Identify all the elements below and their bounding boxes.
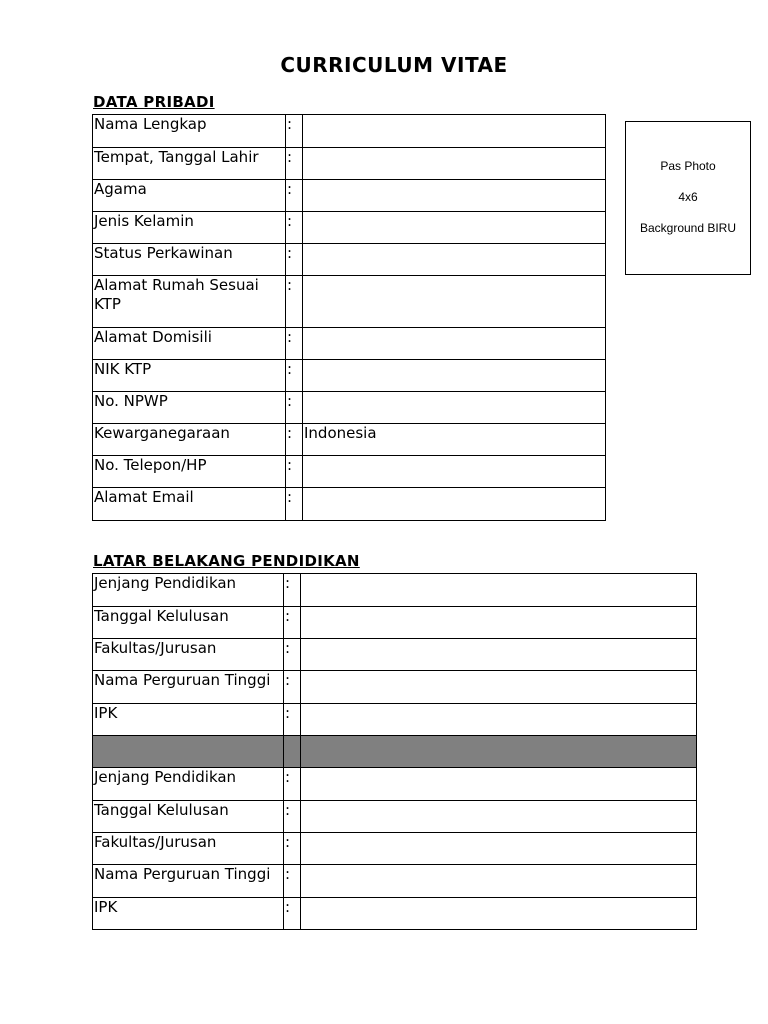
photo-caption-line: Background BIRU	[639, 221, 737, 235]
photo-placeholder	[625, 121, 751, 275]
nik-ktp-field[interactable]	[303, 360, 606, 392]
colon-separator: :	[286, 360, 303, 392]
ipk-field[interactable]	[301, 898, 697, 930]
fakultas-jurusan-field[interactable]	[301, 833, 697, 865]
table-row	[93, 865, 697, 898]
field-label: Fakultas/Jurusan	[93, 833, 284, 865]
field-label: Nama Perguruan Tinggi	[93, 671, 284, 704]
field-label: Agama	[93, 180, 286, 212]
npwp-field[interactable]	[303, 392, 606, 424]
table-row	[93, 456, 606, 488]
colon-separator: :	[284, 898, 301, 930]
table-row	[93, 574, 697, 607]
table-row	[93, 328, 606, 360]
field-label: Nama Lengkap	[93, 115, 286, 148]
table-row	[93, 898, 697, 930]
section-heading-data-pribadi: DATA PRIBADI	[93, 93, 215, 111]
field-label: Alamat Rumah Sesuai KTP	[93, 276, 286, 328]
field-label: Alamat Domisili	[93, 328, 286, 360]
table-row	[93, 424, 606, 456]
colon-separator: :	[286, 328, 303, 360]
status-perkawinan-field[interactable]	[303, 244, 606, 276]
table-row	[93, 180, 606, 212]
table-row	[93, 607, 697, 639]
colon-separator: :	[284, 639, 301, 671]
jenis-kelamin-field[interactable]	[303, 212, 606, 244]
table-row	[93, 148, 606, 180]
colon-separator: :	[286, 115, 303, 148]
table-row	[93, 488, 606, 521]
colon-separator: :	[286, 488, 303, 521]
table-row	[93, 639, 697, 671]
page-title: CURRICULUM VITAE	[280, 53, 508, 77]
colon-separator: :	[286, 276, 303, 328]
field-label: Fakultas/Jurusan	[93, 639, 284, 671]
tanggal-kelulusan-field[interactable]	[301, 607, 697, 639]
table-row	[93, 392, 606, 424]
field-label: Tanggal Kelulusan	[93, 801, 284, 833]
pendidikan-table	[92, 573, 697, 930]
colon-separator: :	[284, 865, 301, 898]
photo-caption-line: Pas Photo	[660, 159, 716, 173]
colon-separator: :	[286, 148, 303, 180]
table-row	[93, 671, 697, 704]
separator-cell	[301, 736, 697, 768]
field-label: NIK KTP	[93, 360, 286, 392]
colon-separator: :	[286, 392, 303, 424]
field-label: IPK	[93, 704, 284, 736]
colon-separator: :	[284, 574, 301, 607]
table-row	[93, 704, 697, 736]
field-label: Tanggal Kelulusan	[93, 607, 284, 639]
colon-separator: :	[284, 704, 301, 736]
table-row	[93, 801, 697, 833]
colon-separator: :	[286, 244, 303, 276]
table-row	[93, 212, 606, 244]
tempat-tanggal-lahir-field[interactable]	[303, 148, 606, 180]
colon-separator: :	[284, 833, 301, 865]
field-label: Status Perkawinan	[93, 244, 286, 276]
colon-separator: :	[286, 180, 303, 212]
perguruan-tinggi-field[interactable]	[301, 865, 697, 898]
field-label: No. NPWP	[93, 392, 286, 424]
field-label: Jenjang Pendidikan	[93, 768, 284, 801]
field-label: Jenjang Pendidikan	[93, 574, 284, 607]
separator-cell	[93, 736, 284, 768]
colon-separator: :	[284, 768, 301, 801]
tanggal-kelulusan-field[interactable]	[301, 801, 697, 833]
telepon-field[interactable]	[303, 456, 606, 488]
photo-caption-line: 4x6	[678, 190, 698, 204]
jenjang-pendidikan-field[interactable]	[301, 768, 697, 801]
field-label: Alamat Email	[93, 488, 286, 521]
ipk-field[interactable]	[301, 704, 697, 736]
field-label: IPK	[93, 898, 284, 930]
table-row	[93, 360, 606, 392]
field-label: Kewarganegaraan	[93, 424, 286, 456]
table-row	[93, 833, 697, 865]
field-label: Tempat, Tanggal Lahir	[93, 148, 286, 180]
nama-lengkap-field[interactable]	[303, 115, 606, 148]
table-row	[93, 115, 606, 148]
separator-cell	[284, 736, 301, 768]
field-label: Nama Perguruan Tinggi	[93, 865, 284, 898]
colon-separator: :	[284, 607, 301, 639]
colon-separator: :	[286, 424, 303, 456]
jenjang-pendidikan-field[interactable]	[301, 574, 697, 607]
section-heading-pendidikan: LATAR BELAKANG PENDIDIKAN	[93, 552, 360, 570]
field-label: Jenis Kelamin	[93, 212, 286, 244]
table-row	[93, 276, 606, 328]
colon-separator: :	[286, 456, 303, 488]
separator-row	[93, 736, 697, 768]
colon-separator: :	[284, 671, 301, 704]
agama-field[interactable]	[303, 180, 606, 212]
email-field[interactable]	[303, 488, 606, 521]
colon-separator: :	[286, 212, 303, 244]
field-label: No. Telepon/HP	[93, 456, 286, 488]
alamat-ktp-field[interactable]	[303, 276, 606, 328]
kewarganegaraan-field[interactable]: Indonesia	[303, 424, 606, 456]
table-row	[93, 244, 606, 276]
perguruan-tinggi-field[interactable]	[301, 671, 697, 704]
alamat-domisili-field[interactable]	[303, 328, 606, 360]
table-row	[93, 768, 697, 801]
fakultas-jurusan-field[interactable]	[301, 639, 697, 671]
colon-separator: :	[284, 801, 301, 833]
data-pribadi-table	[92, 114, 606, 521]
